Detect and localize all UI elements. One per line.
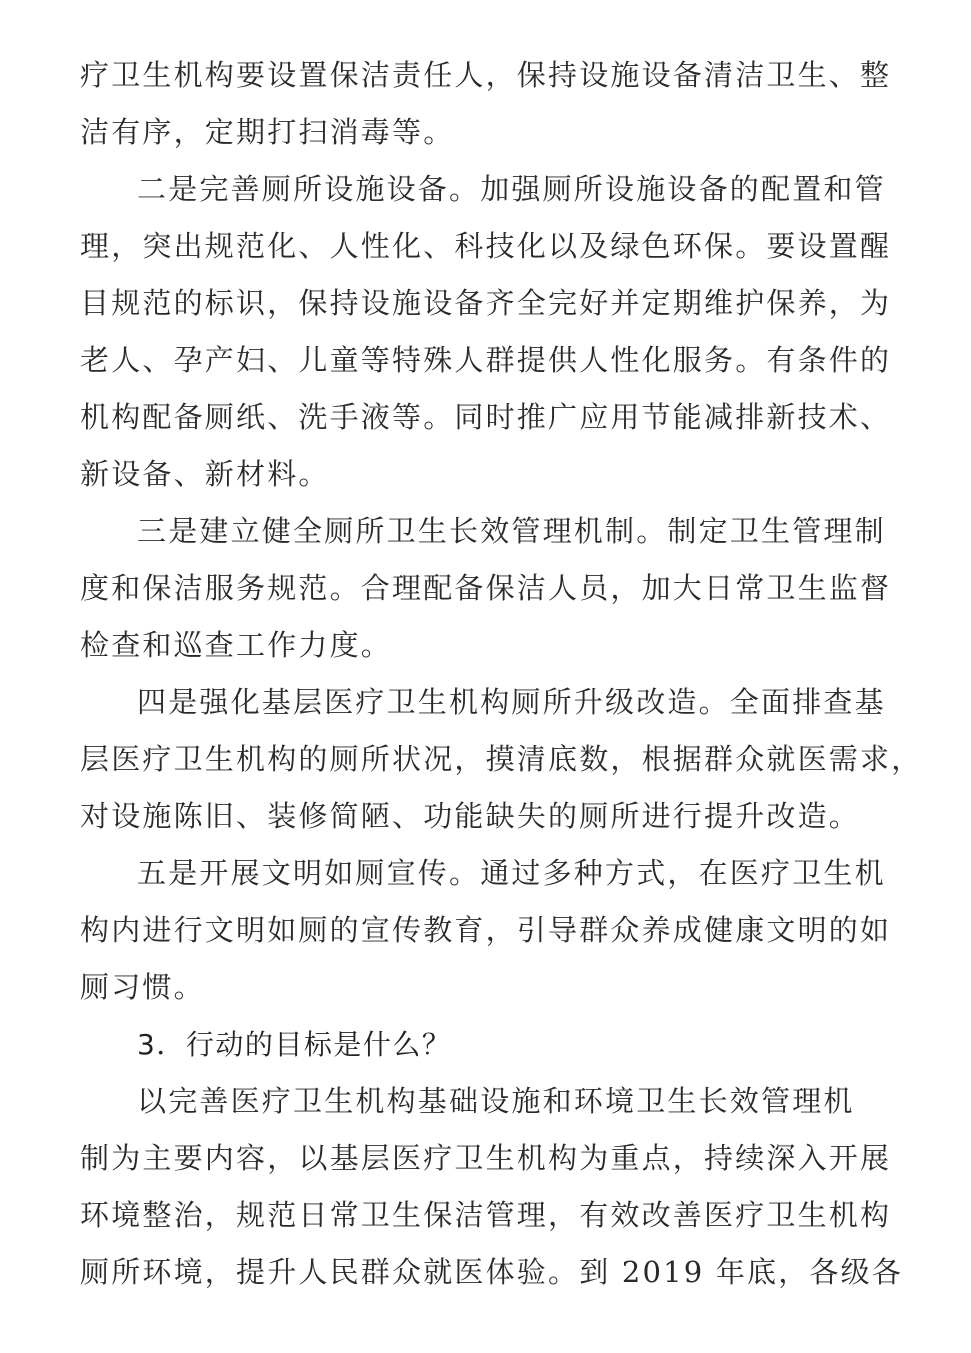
paragraph-line: 机构配备厕纸、洗手液等。同时推广应用节能减排新技术、 (80, 400, 892, 434)
paragraph-line: 理，突出规范化、人性化、科技化以及绿色环保。要设置醒 (80, 229, 892, 263)
paragraph-line: 环境整治，规范日常卫生保洁管理，有效改善医疗卫生机构 (80, 1198, 892, 1232)
paragraph-line: 制为主要内容，以基层医疗卫生机构为重点，持续深入开展 (80, 1141, 892, 1175)
paragraph-line: 以完善医疗卫生机构基础设施和环境卫生长效管理机 (137, 1084, 855, 1118)
paragraph-line: 老人、孕产妇、儿童等特殊人群提供人性化服务。有条件的 (80, 343, 892, 377)
paragraph-line: 目规范的标识，保持设施设备齐全完好并定期维护保养，为 (80, 286, 892, 320)
section-heading: 3．行动的目标是什么？ (137, 1028, 452, 1061)
paragraph-line: 厕所环境，提升人民群众就医体验。到 2019 年底，各级各 (80, 1255, 904, 1289)
paragraph-line: 四是强化基层医疗卫生机构厕所升级改造。全面排查基 (137, 685, 886, 719)
paragraph-line: 二是完善厕所设施设备。加强厕所设施设备的配置和管 (137, 172, 886, 206)
paragraph-line: 层医疗卫生机构的厕所状况，摸清底数，根据群众就医需求， (80, 742, 923, 776)
paragraph-line: 构内进行文明如厕的宣传教育，引导群众养成健康文明的如 (80, 913, 892, 947)
paragraph-line: 洁有序，定期打扫消毒等。 (80, 115, 455, 149)
paragraph-line: 检查和巡查工作力度。 (80, 628, 393, 662)
paragraph-line: 三是建立健全厕所卫生长效管理机制。制定卫生管理制 (137, 514, 886, 548)
paragraph-line: 度和保洁服务规范。合理配备保洁人员，加大日常卫生监督 (80, 571, 892, 605)
paragraph-line: 厕习惯。 (80, 970, 205, 1004)
paragraph-line: 疗卫生机构要设置保洁责任人，保持设施设备清洁卫生、整 (80, 58, 892, 92)
paragraph-line: 对设施陈旧、装修简陋、功能缺失的厕所进行提升改造。 (80, 799, 861, 833)
paragraph-line: 新设备、新材料。 (80, 457, 330, 491)
paragraph-line: 五是开展文明如厕宣传。通过多种方式，在医疗卫生机 (137, 856, 886, 890)
